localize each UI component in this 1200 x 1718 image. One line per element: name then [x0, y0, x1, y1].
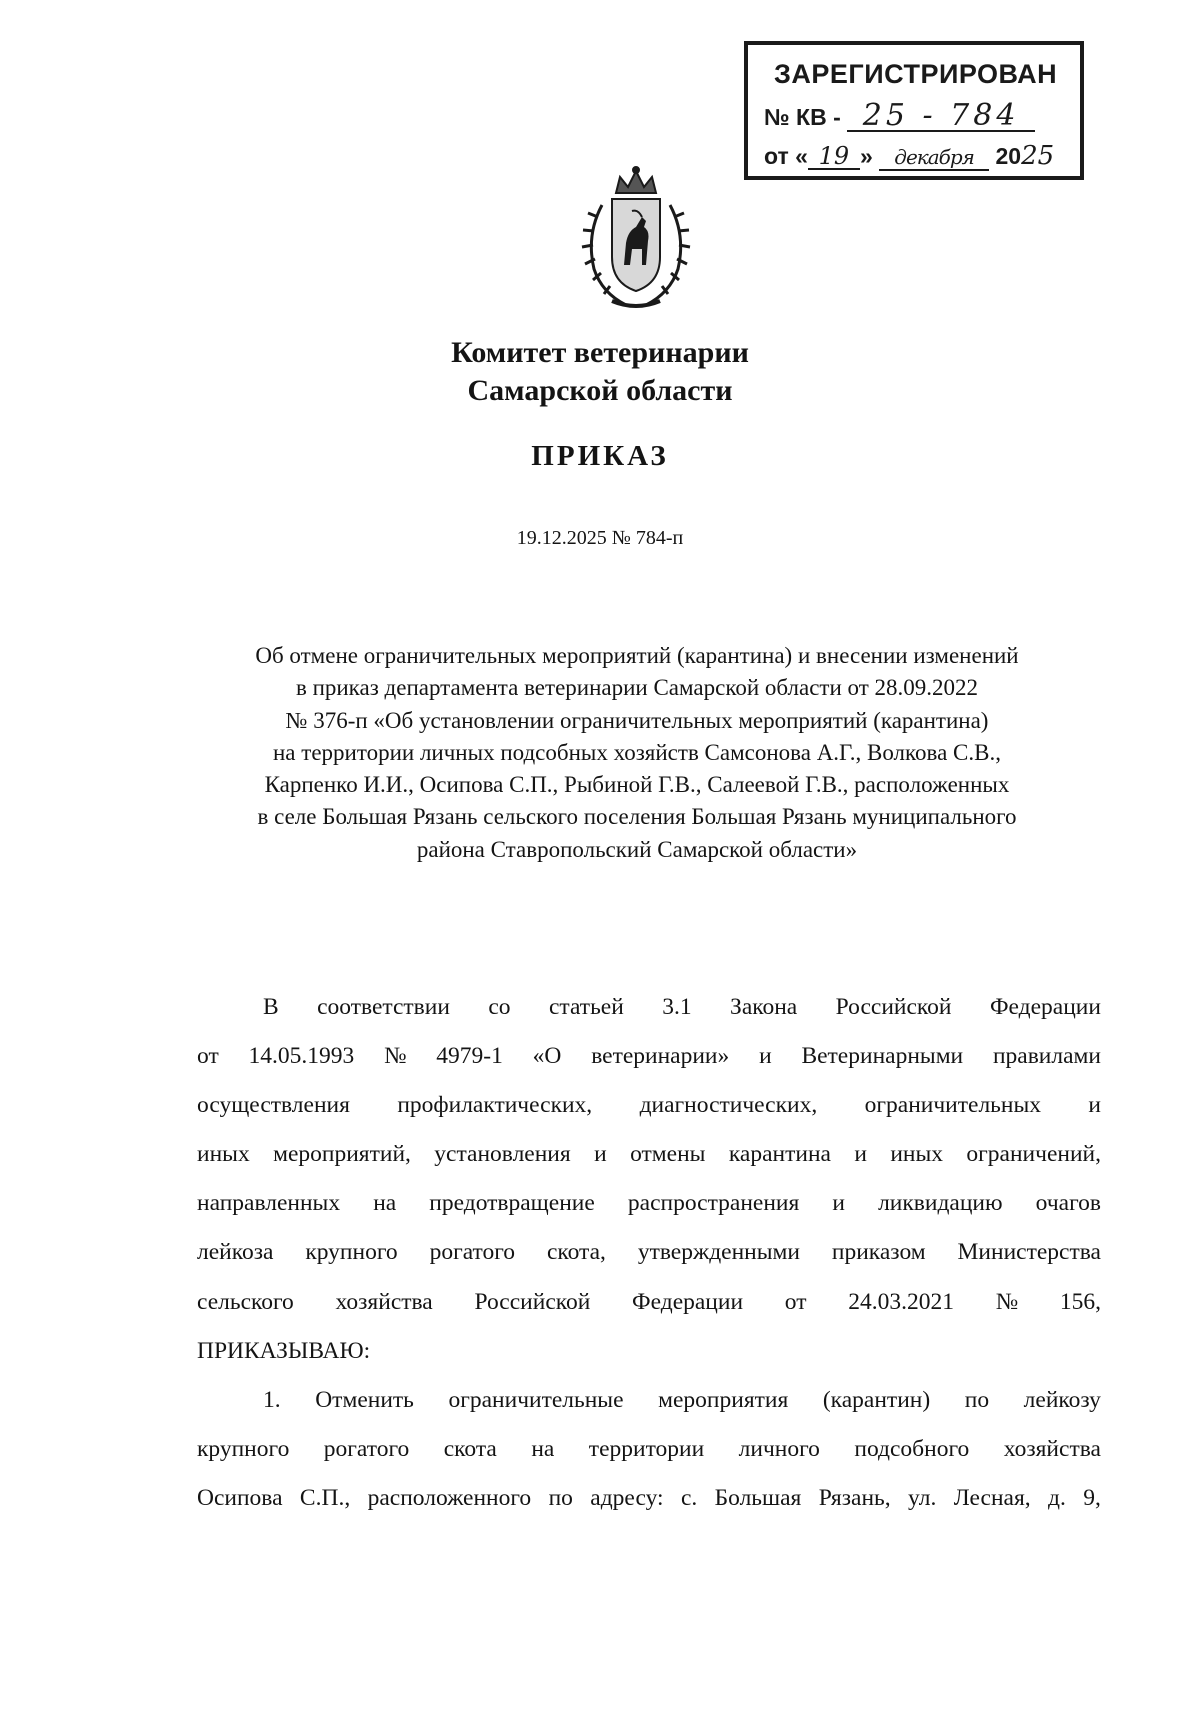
- body-word: 24.03.2021: [848, 1288, 954, 1315]
- body-word: мероприятия: [658, 1386, 789, 1413]
- stamp-number-row: [764, 98, 1035, 133]
- body-word: ограничительные: [448, 1386, 624, 1413]
- body-word: Отменить: [315, 1386, 414, 1413]
- body-word: 3.1: [662, 994, 692, 1020]
- body-word: д.: [1048, 1484, 1066, 1511]
- body-word: С.П.,: [299, 1484, 351, 1511]
- body-word: 156,: [1059, 1288, 1101, 1315]
- body-word: Российской: [474, 1288, 591, 1315]
- body-word: личного: [738, 1435, 820, 1462]
- body-word: и: [854, 1141, 867, 1168]
- body-word: карантина: [728, 1141, 831, 1168]
- title-line: на территории личных подсобных хозяйств Самсонова А.Г., Волкова С.В.,: [273, 739, 1001, 765]
- registration-stamp: [744, 41, 1084, 180]
- body-word: ул.: [908, 1484, 937, 1511]
- body-word: Ветеринарными: [801, 1043, 964, 1070]
- body-word: ограничений,: [966, 1141, 1101, 1168]
- body-word: скота,: [546, 1239, 606, 1266]
- body-word: хозяйства: [1003, 1435, 1101, 1462]
- body-word: подсобного: [854, 1435, 970, 1462]
- body-word: профилактических,: [397, 1092, 593, 1119]
- body-word: Рязань,: [818, 1484, 891, 1511]
- body-word: соответствии: [317, 994, 450, 1020]
- title-line: в приказ департамента ветеринарии Самарской области от 28.09.2022: [295, 675, 979, 701]
- body-word: адресу:: [590, 1484, 664, 1511]
- body-word: 14.05.1993: [248, 1043, 355, 1070]
- stamp-date-prefix: от «: [764, 143, 808, 169]
- body-line: [197, 1081, 1101, 1130]
- body-word: расположенного: [367, 1484, 532, 1511]
- stamp-number-label: № КВ -: [764, 104, 841, 130]
- body-word: лейкоза: [197, 1239, 274, 1266]
- title-line: № 376-п «Об установлении ограничительных мероприятий (карантина): [285, 707, 989, 733]
- body-word: иных: [197, 1141, 250, 1168]
- body-word: В: [263, 994, 279, 1020]
- stamp-month-handwritten: декабря: [879, 145, 989, 171]
- body-word: Осипова: [197, 1484, 283, 1511]
- body-word: с.: [680, 1484, 698, 1511]
- body-word: лейкозу: [1023, 1386, 1101, 1413]
- stamp-day-close: »: [859, 143, 873, 169]
- stamp-year-prefix: 20: [995, 143, 1022, 169]
- body-word: Большая: [714, 1484, 802, 1511]
- body-word: крупного: [305, 1239, 398, 1266]
- body-word: предотвращение: [429, 1190, 595, 1217]
- body-word: на: [531, 1435, 555, 1462]
- title-line: Об отмене ограничительных мероприятий (карантина) и внесении изменений: [255, 643, 1019, 668]
- body-line: [197, 1474, 1101, 1523]
- title-line: в селе Большая Рязань сельского поселения Большая Рязань муниципального: [257, 804, 1017, 830]
- body-word: Министерства: [957, 1239, 1101, 1266]
- body-word: и: [832, 1190, 845, 1217]
- body-word: 9,: [1083, 1484, 1101, 1511]
- body-word: ветеринарии»: [591, 1043, 730, 1070]
- document-title: [170, 640, 1104, 866]
- body-line: [197, 1425, 1101, 1474]
- body-word: по: [548, 1484, 573, 1511]
- organization-name: [0, 334, 1200, 410]
- body-line: [197, 983, 1101, 1032]
- body-word: скота: [443, 1435, 497, 1462]
- stamp-day-handwritten: 19: [808, 144, 860, 170]
- body-line: [197, 1032, 1101, 1081]
- title-line: Карпенко И.И., Осипова С.П., Рыбиной Г.В., Салеевой Г.В., расположенных: [264, 772, 1010, 798]
- body-word: по: [964, 1386, 990, 1413]
- body-word: распространения: [627, 1190, 800, 1217]
- body-word: очагов: [1035, 1190, 1101, 1217]
- body-word: Закона: [730, 994, 798, 1020]
- body-word: мероприятий,: [273, 1141, 411, 1168]
- body-word: и: [1088, 1092, 1101, 1119]
- body-word: ограничительных: [864, 1092, 1042, 1119]
- body-line: [197, 1130, 1101, 1179]
- body-word: на: [373, 1190, 397, 1217]
- body-word: хозяйства: [335, 1288, 433, 1315]
- body-word: крупного: [197, 1435, 290, 1462]
- body-word: «О: [532, 1043, 562, 1070]
- stamp-title: ЗАРЕГИСТРИРОВАН: [774, 59, 1058, 89]
- body-word: ликвидацию: [878, 1190, 1003, 1217]
- stamp-number-handwritten: 25 - 784: [847, 102, 1035, 132]
- organization-name-line-2: Самарской области: [467, 374, 733, 407]
- body-word: территории: [588, 1435, 705, 1462]
- body-word: от: [197, 1043, 219, 1070]
- body-word: Лесная,: [953, 1484, 1031, 1511]
- body-word: иных: [890, 1141, 944, 1168]
- body-word: правилами: [992, 1043, 1101, 1070]
- body-word: Федерации: [989, 994, 1101, 1020]
- body-word: рогатого: [429, 1239, 516, 1266]
- body-word: отмены: [630, 1141, 706, 1168]
- title-line: района Ставропольский Самарской области»: [416, 836, 858, 862]
- body-word: Российской: [835, 994, 952, 1020]
- body-word: №: [384, 1043, 407, 1070]
- body-word: от: [784, 1288, 807, 1315]
- document-date-number: 19.12.2025 № 784-п: [516, 527, 684, 549]
- body-word: (карантин): [822, 1386, 931, 1413]
- document-body: [197, 983, 1101, 1523]
- body-word: осуществления: [197, 1092, 350, 1119]
- body-word: сельского: [197, 1288, 294, 1315]
- body-word: №: [995, 1288, 1019, 1315]
- organization-name-line-1: Комитет ветеринарии: [451, 336, 749, 369]
- body-word: диагностических,: [639, 1092, 818, 1119]
- body-line-directive: ПРИКАЗЫВАЮ:: [197, 1337, 371, 1364]
- body-word: и: [594, 1141, 607, 1168]
- body-line: [197, 1179, 1101, 1228]
- document-type-heading: ПРИКАЗ: [531, 440, 669, 472]
- body-word: 4979-1: [436, 1043, 503, 1070]
- samara-oblast-coat-of-arms-icon: [572, 165, 700, 315]
- stamp-date-row: [764, 143, 1054, 171]
- body-word: и: [759, 1043, 772, 1070]
- stamp-year-handwritten: 25: [1021, 141, 1055, 171]
- body-word: утвержденными: [637, 1239, 800, 1266]
- body-line: [197, 1278, 1101, 1327]
- body-line-item-1: [197, 1376, 1101, 1425]
- body-word: приказом: [831, 1239, 926, 1266]
- body-word: Федерации: [632, 1288, 744, 1315]
- body-word: рогатого: [323, 1435, 410, 1462]
- body-line: [197, 1228, 1101, 1277]
- body-word: со: [488, 994, 511, 1020]
- body-word: установления: [434, 1141, 571, 1168]
- body-word: статьей: [548, 994, 624, 1020]
- body-word: направленных: [197, 1190, 341, 1217]
- body-word: 1.: [263, 1386, 281, 1413]
